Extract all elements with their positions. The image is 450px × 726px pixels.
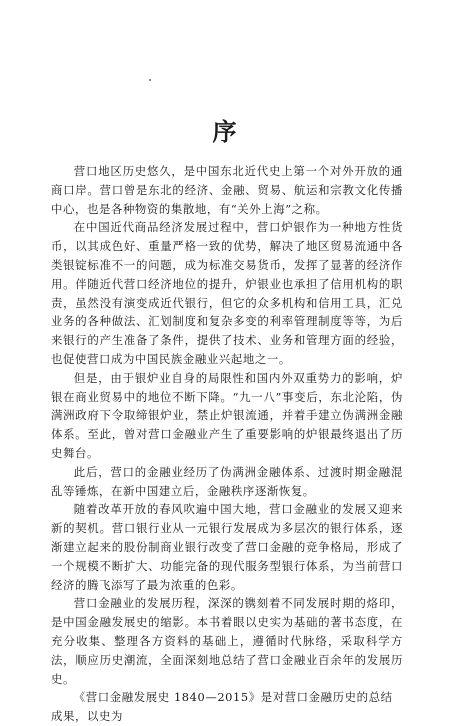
paragraph-6: 营口金融业的发展历程，深深的镌刻着不同发展时期的烙印，是中国金融发展史的缩影。本书着眼以史实为基础的著书态度，在充分收集、整理各方资料的基础上，遵循时代脉络，采取科学方法，顺应历史潮流，全面深刻地总结了营口金融业百余年的发展历史。 [51,596,403,686]
paragraph-3: 但是，由于银炉业自身的局限性和国内外双重势力的影响，炉银在商业贸易中的地位不断下降。“九一八”事变后，东北沦陷，伪满洲政府下令取缔银炉业，禁止炉银流通，并着手建立伪满洲金融体系。至此，曾对营口金融业产生了重要影响的炉银最终退出了历史舞台。 [51,370,403,460]
paragraph-4: 此后，营口的金融业经历了伪满洲金融体系、过渡时期金融混乱等锤炼，在新中国建立后，金融秩序逐渐恢复。 [51,464,403,498]
paragraph-7: 《营口金融发展史 1840—2015》是对营口金融历史的总结成果，以史为 [51,690,393,724]
preface-title: 序 [212,117,238,146]
preface-body [51,162,403,726]
paragraph-5: 随着改革开放的春风吹遍中国大地，营口金融业的发展又迎来新的契机。营口银行业从一元银行发展成为多层次的银行体系，逐渐建立起来的股份制商业银行改变了营口金融的竞争格局，形成了一个规模不断扩大、功能完备的现代服务型银行体系，为当前营口经济的腾飞添写了最为浓重的色彩。 [51,502,403,592]
paragraph-2: 在中国近代商品经济发展过程中，营口炉银作为一种地方性货币，以其成色好、重量严格一致的优势，解决了地区贸易流通中各类银锭标准不一的问题，成为标准交易货币，发挥了显著的经济作用。伴随近代营口经济地位的提升，炉银业也承担了信用机构的职责，虽然没有演变成近代银行，但它的众多机构和信用工具，汇兑业务的各种做法、汇划制度和复杂多变的利率管理制度等等，为后来银行的产生准备了条件，提供了技术、业务和管理方面的经验，也促使营口成为中国民族金融业兴起地之一。 [51,220,403,366]
page-speck [149,79,151,81]
paragraph-1: 营口地区历史悠久，是中国东北近代史上第一个对外开放的通商口岸。营口曾是东北的经济、金融、贸易、航运和宗教文化传播中心，也是各种物资的集散地，有“关外上海”之称。 [51,164,403,216]
